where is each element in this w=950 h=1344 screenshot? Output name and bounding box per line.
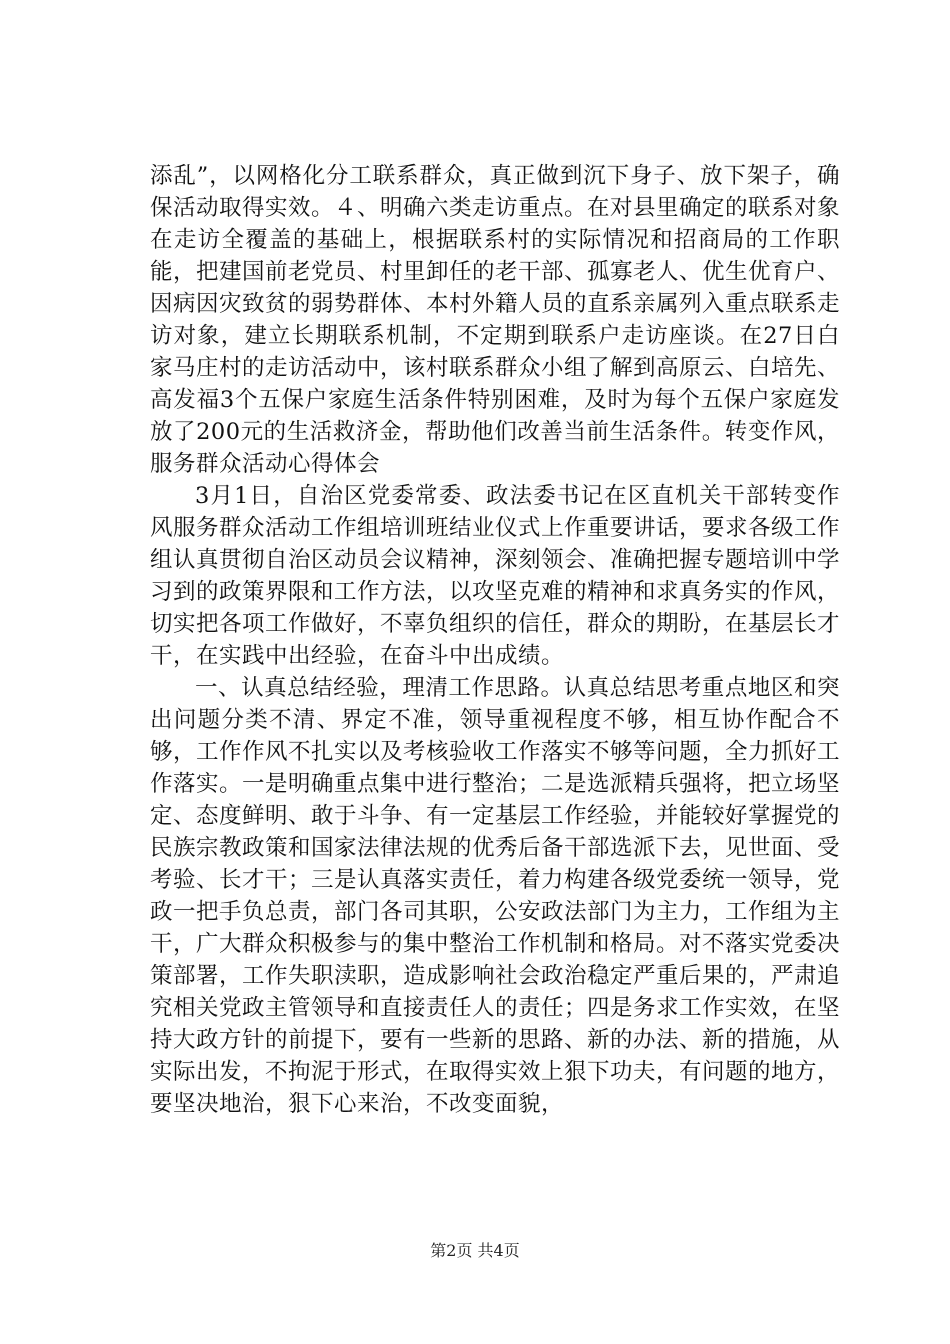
paragraph-3: 一、认真总结经验，理清工作思路。认真总结思考重点地区和突出问题分类不清、界定不准，领导重视程度不够，相互协作配合不够，工作作风不扎实以及考核验收工作落实不够等问题，全力抓好工作落实。一是明确重点集中进行整治；二是选派精兵强将，把立场坚定、态度鲜明、敢于斗争、有一定基层工作经验，并能较好掌握党的民族宗教政策和国家法律法规的优秀后备干部选派下去，见世面、受考验、长才干；三是认真落实责任，着力构建各级党委统一领导，党政一把手负总责，部门各司其职，公安政法部门为主力，工作组为主干，广大群众积极参与的集中整治工作机制和格局。对不落实党委决策部署，工作失职渎职，造成影响社会政治稳定严重后果的，严肃追究相关党政主管领导和直接责任人的责任；四是务求工作实效，在坚持大政方针的前提下，要有一些新的思路、新的办法、新的措施，从实际出发，不拘泥于形式，在取得实效上狠下功夫，有问题的地方，要坚决地治，狠下心来治，不改变面貌， [150,675,841,1117]
paragraph-2: 3月1日，自治区党委常委、政法委书记在区直机关干部转变作风服务群众活动工作组培训班结业仪式上作重要讲话，要求各级工作组认真贯彻自治区动员会议精神，深刻领会、准确把握专题培训中学习到的政策界限和工作方法，以攻坚克难的精神和求真务实的作风，切实把各项工作做好，不辜负组织的信任，群众的期盼，在基层长才干，在实践中出经验，在奋斗中出成绩。 [150,483,841,669]
paragraph-1: 添乱”，以网格化分工联系群众，真正做到沉下身子、放下架子，确保活动取得实效。４、明确六类走访重点。在对县里确定的联系对象在走访全覆盖的基础上，根据联系村的实际情况和招商局的工作职能，把建国前老党员、村里卸任的老干部、孤寡老人、优生优育户、因病因灾致贫的弱势群体、本村外籍人员的直系亲属列入重点联系走访对象，建立长期联系机制，不定期到联系户走访座谈。在27日白家马庄村的走访活动中，该村联系群众小组了解到高原云、白培先、高发福3个五保户家庭生活条件特别困难，及时为每个五保户家庭发放了200元的生活救济金，帮助他们改善当前生活条件。转变作风，服务群众活动心得体会 [150,163,841,477]
document-body [150,160,840,1120]
page-number-footer: 第2页 共4页 [430,1241,520,1260]
